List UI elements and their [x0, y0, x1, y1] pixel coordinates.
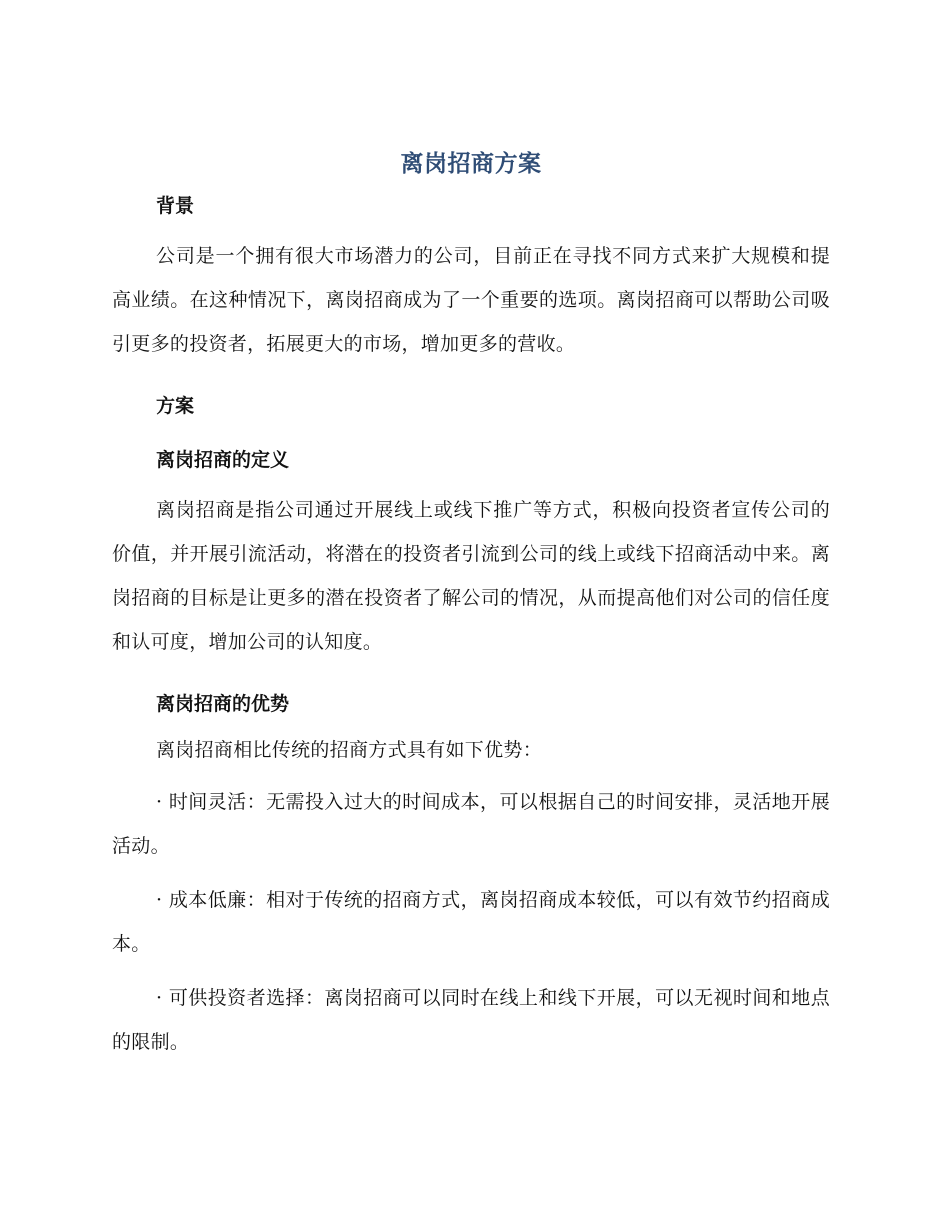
section-heading-advantages: 离岗招商的优势 — [156, 693, 290, 715]
document-page — [112, 140, 830, 1064]
section-heading-definition: 离岗招商的定义 — [156, 449, 290, 471]
definition-paragraph: 离岗招商是指公司通过开展线上或线下推广等方式，积极向投资者宣传公司的价值，并开展引流活动，将潜在的投资者引流到公司的线上或线下招商活动中来。离岗招商的目标是让更多的潜在投资者了解公司的情况，从而提高他们对公司的信任度和认可度，增加公司的认知度。 — [112, 499, 830, 653]
advantages-intro: 离岗招商相比传统的招商方式具有如下优势： — [156, 739, 543, 761]
section-heading-plan: 方案 — [156, 395, 195, 417]
advantage-item: · 时间灵活：无需投入过大的时间成本，可以根据自己的时间安排，灵活地开展活动。 — [112, 791, 830, 857]
advantage-item: · 成本低廉：相对于传统的招商方式，离岗招商成本较低，可以有效节约招商成本。 — [112, 889, 830, 955]
section-heading-background: 背景 — [156, 195, 195, 217]
background-paragraph: 公司是一个拥有很大市场潜力的公司，目前正在寻找不同方式来扩大规模和提高业绩。在这种情况下，离岗招商成为了一个重要的选项。离岗招商可以帮助公司吸引更多的投资者，拓展更大的市场，增加更多的营收。 — [112, 245, 830, 355]
document-title: 离岗招商方案 — [400, 151, 542, 177]
advantage-item: · 可供投资者选择：离岗招商可以同时在线上和线下开展，可以无视时间和地点的限制。 — [112, 987, 830, 1053]
